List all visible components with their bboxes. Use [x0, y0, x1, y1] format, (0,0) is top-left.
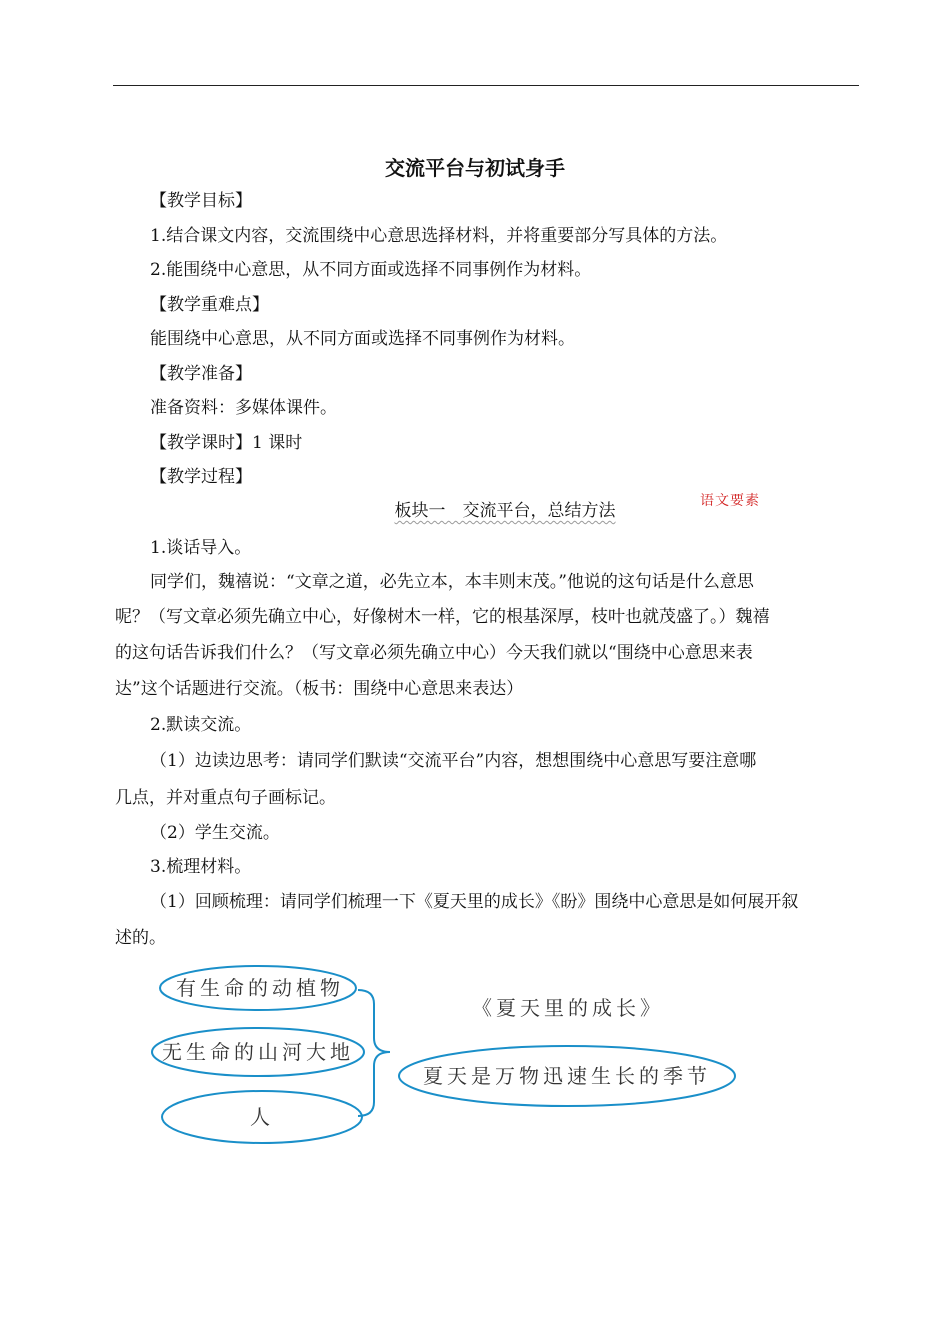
- grouping-brace: [358, 990, 390, 1116]
- prep-heading: 【教学准备】: [150, 364, 252, 384]
- process-heading: 【教学过程】: [150, 467, 252, 487]
- paragraph-line: 呢？（写文章必须先确立中心，好像树木一样，它的根基深厚，枝叶也就茂盛了。）魏禧: [115, 607, 770, 627]
- module-title-text: 板块一 交流平台，总结方法: [394, 501, 616, 521]
- subject-stamp: 语文要素: [700, 493, 760, 509]
- diagram-book-title: 《夏天里的成长》: [472, 996, 664, 1020]
- step-1: 1.谈话导入。: [150, 538, 252, 558]
- step-3-1: （1）回顾梳理：请同学们梳理一下《夏天里的成长》《盼》围绕中心意思是如何展开叙: [150, 892, 799, 912]
- diagram-center-text: 夏天是万物迅速生长的季节: [423, 1064, 711, 1088]
- step-3: 3.梳理材料。: [150, 857, 252, 877]
- goals-heading: 【教学目标】: [150, 191, 252, 211]
- diagram-item-3: 人: [250, 1105, 274, 1129]
- key-heading: 【教学重难点】: [150, 295, 269, 315]
- step-2-1-cont: 几点，并对重点句子画标记。: [115, 788, 336, 808]
- hours-heading: 【教学课时】1 课时: [150, 433, 303, 453]
- step-3-1-cont: 述的。: [115, 928, 166, 948]
- paragraph-line: 达”这个话题进行交流。（板书：围绕中心意思来表达）: [115, 679, 524, 699]
- diagram-item-2: 无生命的山河大地: [162, 1040, 354, 1064]
- paragraph-line: 同学们，魏禧说：“文章之道，必先立本，本丰则末茂。”他说的这句话是什么意思: [150, 572, 754, 592]
- goal-1: 1.结合课文内容，交流围绕中心意思选择材料，并将重要部分写具体的方法。: [150, 226, 728, 246]
- step-2: 2.默读交流。: [150, 715, 252, 735]
- paragraph-line: 的这句话告诉我们什么？（写文章必须先确立中心）今天我们就以“围绕中心意思来表: [115, 643, 753, 663]
- diagram-item-1: 有生命的动植物: [176, 976, 344, 1000]
- step-2-1: （1）边读边思考：请同学们默读“交流平台”内容，想想围绕中心意思写要注意哪: [150, 751, 757, 771]
- goal-2: 2.能围绕中心意思，从不同方面或选择不同事例作为材料。: [150, 260, 592, 280]
- step-2-2: （2）学生交流。: [150, 823, 280, 843]
- prep-text: 准备资料：多媒体课件。: [150, 398, 337, 418]
- key-text: 能围绕中心意思，从不同方面或选择不同事例作为材料。: [150, 329, 575, 349]
- page-title: 交流平台与初试身手: [385, 156, 565, 180]
